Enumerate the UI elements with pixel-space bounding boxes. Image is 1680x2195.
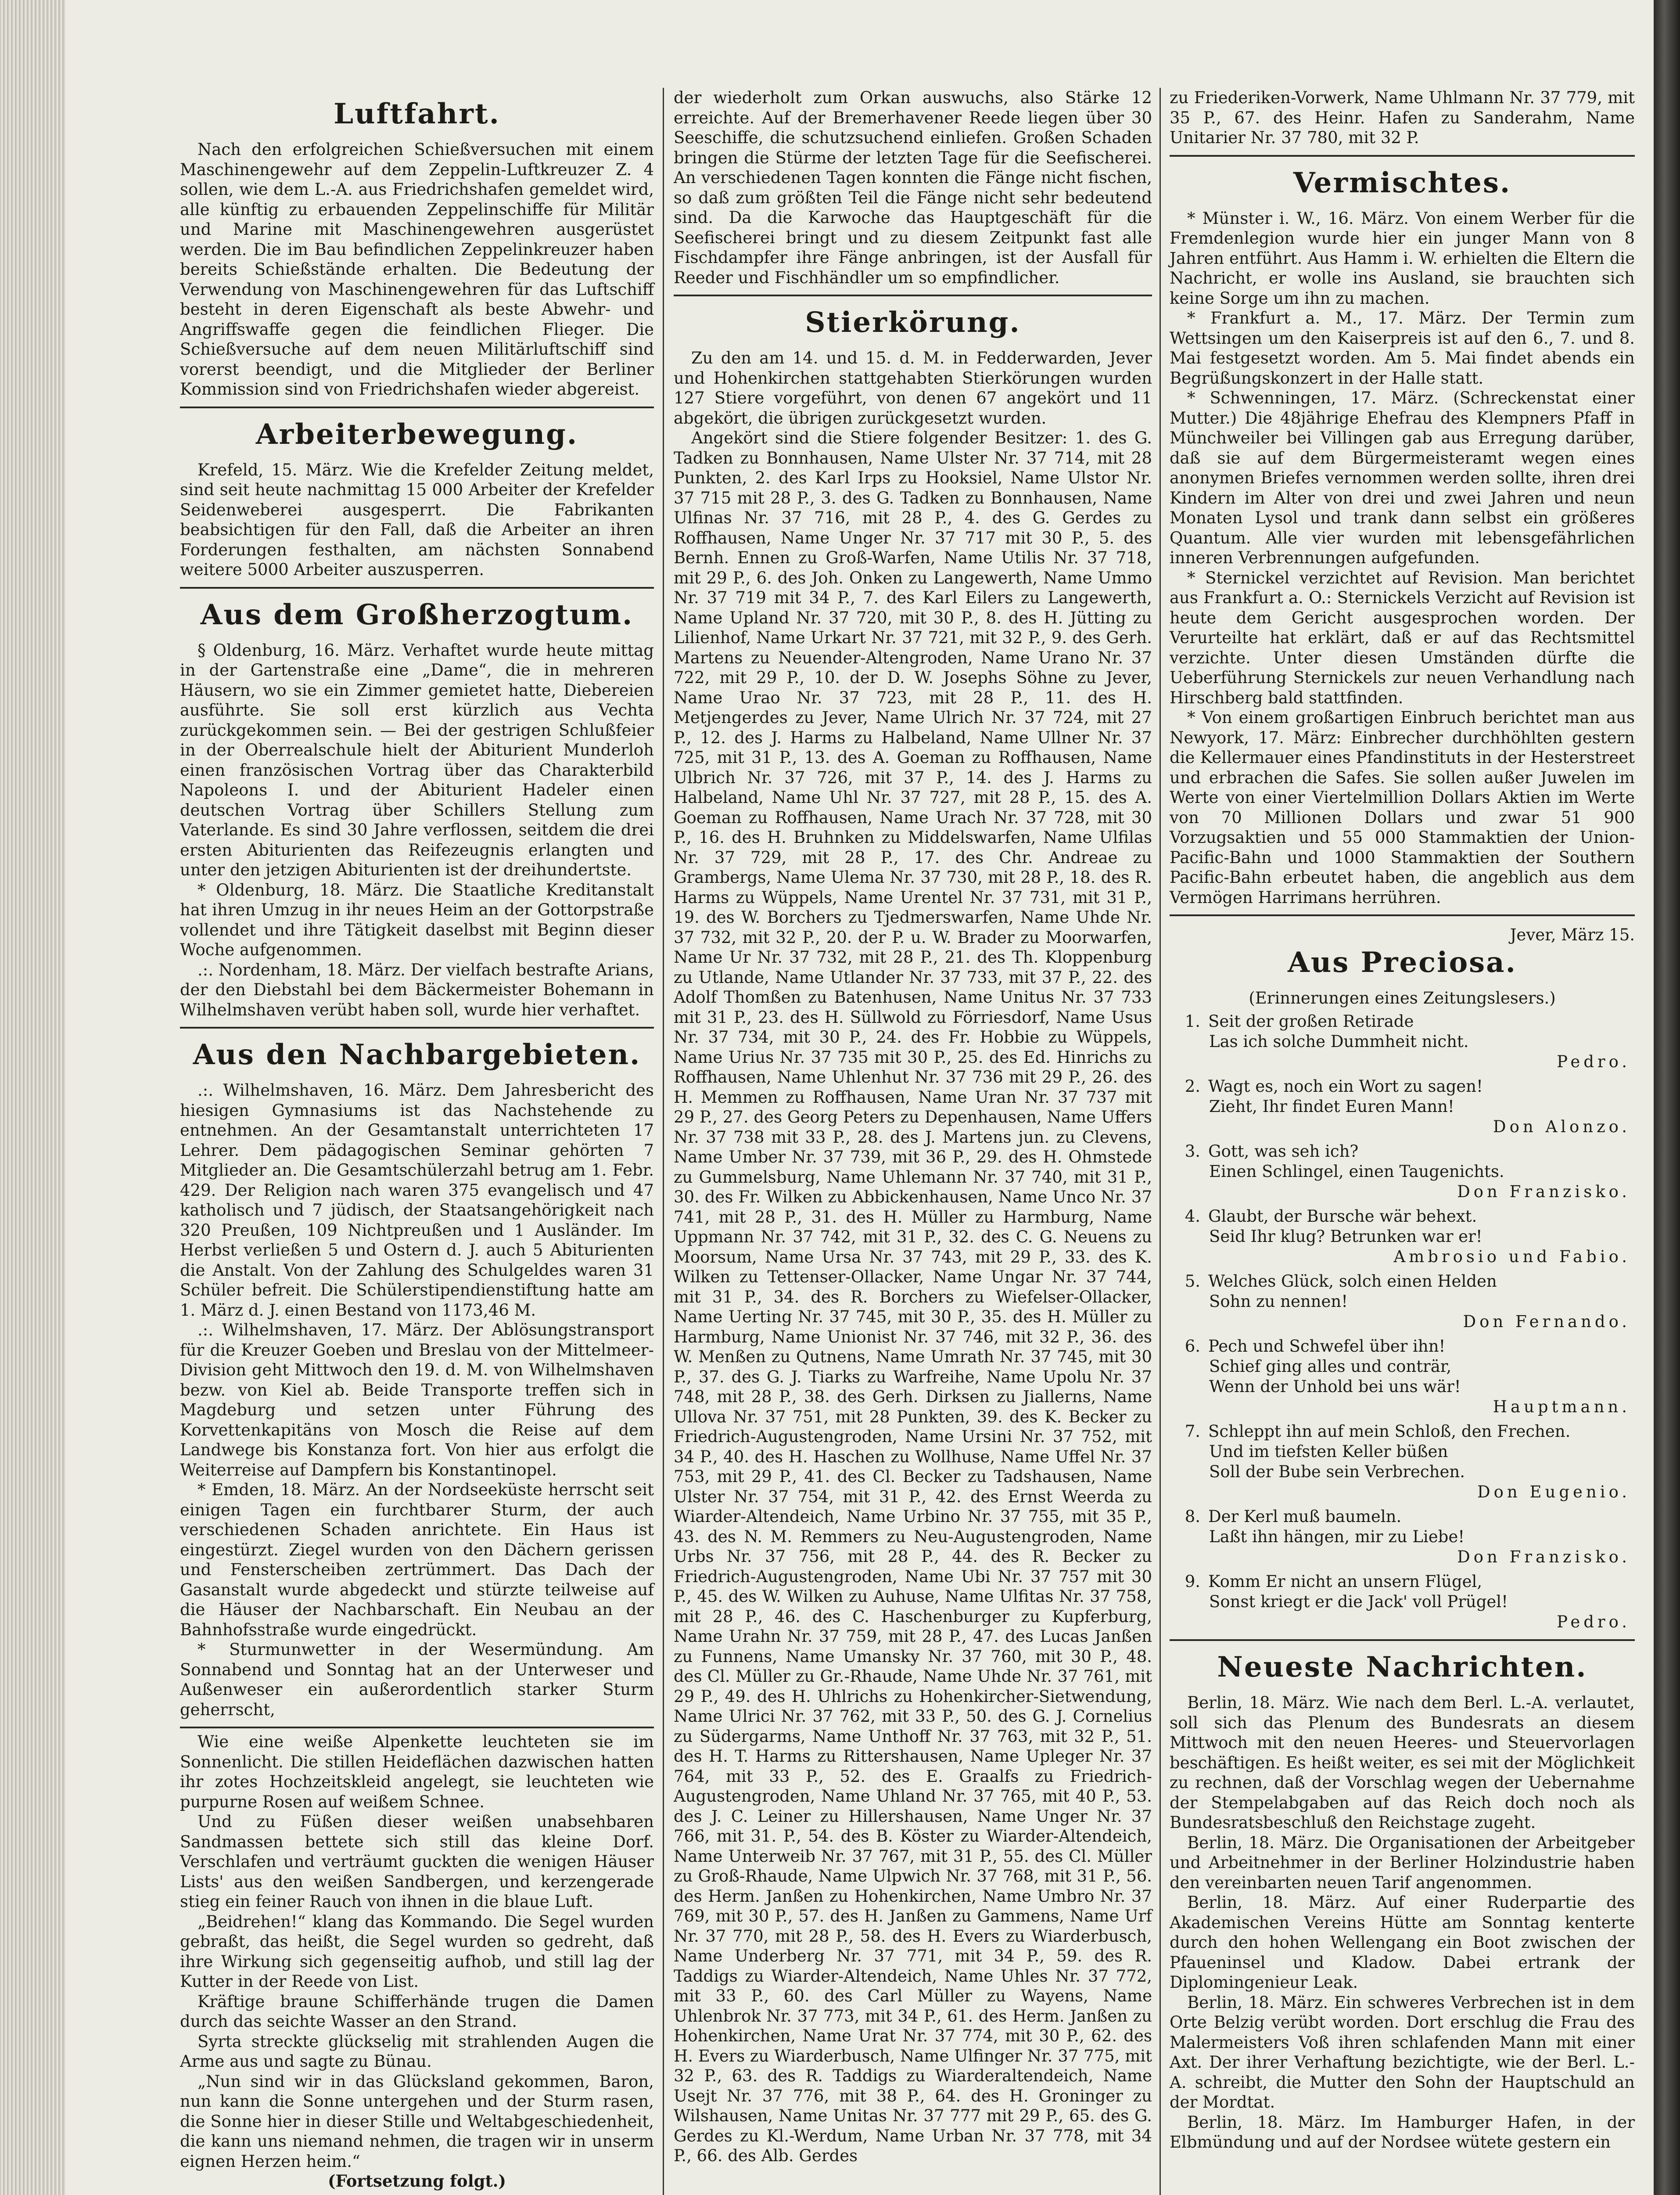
article-stierkoerung-intro: Zu den am 14. und 15. d. M. in Fedderwarden, Jever und Hohenkirchen stattgehabten Stierkörungen wurden 127 Stiere vorgeführt, von denen 67 angekört und 11 abgekört, die übrigen zurückgesetzt wurden. xyxy=(674,349,1152,428)
poem-speaker: Don Franzisko. xyxy=(1457,1547,1630,1566)
poem-stanza xyxy=(1170,1206,1635,1267)
poem-first-line xyxy=(1170,1507,1635,1527)
poem-number: 9. xyxy=(1185,1572,1200,1591)
article-krefeld: Krefeld, 15. März. Wie die Krefelder Zeitung meldet, sind seit heute nachmittag 15 000 Arbeiter der Krefelder Seidenweberei ausgesperrt. Die Fabrikanten beabsichtigen für den Fall, daß die Arbeiter an ihren Forderungen festhalten, am nächsten Sonnabend weitere 5000 Arbeiter auszusperren. xyxy=(180,460,654,579)
poem-speaker: Don Franzisko. xyxy=(1457,1182,1630,1201)
section-heading-nachbargebiete: Aus den Nachbargebieten. xyxy=(193,1038,641,1071)
poem-line: Seit der großen Retirade xyxy=(1208,1012,1414,1031)
divider xyxy=(180,407,654,408)
poem-line: Schief ging alles und conträr, xyxy=(1209,1357,1452,1376)
column-1 xyxy=(180,88,654,2191)
poem-line: Soll der Bube sein Verbrechen. xyxy=(1209,1462,1465,1481)
divider xyxy=(1170,1639,1635,1641)
section-heading-luftfahrt: Luftfahrt. xyxy=(334,97,500,130)
article-einbruch-newyork: * Von einem großartigen Einbruch berichtet man aus Newyork, 17. März: Einbrecher durchhöhlten gestern die Kellermauer eines Pfandinstituts in der Hesterstreet und erbrachen die Safes. Sie sollen außer Juwelen im Werte von einer Viertelmillion Dollars Aktien im Werte von 70 Millionen Dollars und zwar 51 900 Vorzugsaktien und 55 000 Stammaktien der Union-Pacific-Bahn und 1000 Stammaktien der Southern Pacific-Bahn erbeutet haben, die angeblich aus dem Vermögen Harrimans herrühren. xyxy=(1170,708,1635,907)
poem-number: 6. xyxy=(1185,1337,1200,1356)
feuilleton-paragraph: Syrta streckte glückselig mit strahlenden Augen die Arme aus und sagte zu Bünau. xyxy=(180,2032,654,2071)
poem-speaker: Pedro. xyxy=(1557,1612,1630,1631)
poem-line: Gott, was seh ich? xyxy=(1208,1142,1359,1161)
divider xyxy=(180,1027,654,1029)
divider xyxy=(1170,155,1635,157)
article-emden: * Emden, 18. März. An der Nordseeküste herrscht seit einigen Tagen ein furchtbarer Sturm, der auch verschiedenen Schaden anrichtete. Ein Haus ist eingestürzt. Ziegel wurden von den Dächern gerissen und Fensterscheiben zertrümmert. Das Dach der Gasanstalt wurde abgedeckt und stürzte teilweise auf die Häuser der Nachbarschaft. Ein Neubau an der Bahnhofsstraße wurde eingedrückt. xyxy=(180,1480,654,1639)
divider xyxy=(674,295,1152,296)
feuilleton-paragraph: „Beidrehen!“ klang das Kommando. Die Segel wurden gebraßt, das heißt, die Segel wurden so gedreht, daß ihre Wirkung sich gegenseitig aufhob, und still lag der Kutter in der Reede von List. xyxy=(180,1912,654,1991)
poem-line: Einen Schlingel, einen Taugenichts. xyxy=(1209,1162,1504,1181)
poem-first-line xyxy=(1170,1076,1635,1097)
poem-first-line xyxy=(1170,1336,1635,1357)
poem-stanza xyxy=(1170,1076,1635,1137)
article-luftfahrt: Nach den erfolgreichen Schießversuchen mit einem Maschinengewehr auf dem Zeppelin-Luftkreuzer Z. 4 sollen, wie dem L.-A. aus Friedrichshafen gemeldet wird, alle künftig zu erbauenden Zeppelinschiffe für Militär und Marine mit Maschinengewehren ausgerüstet werden. Die im Bau befindlichen Zeppelinkreuzer haben bereits Schießstände erhalten. Die Bedeutung der Verwendung von Maschinengewehren für das Luftschiff besteht in deren Eigenschaft als beste Abwehr- und Angriffswaffe gegen die feindlichen Flieger. Die Schießversuche auf dem neuen Militärluftschiff sind vorerst beendigt, und die Mitglieder der Berliner Kommission sind von Friedrichshafen wieder abgereist. xyxy=(180,140,654,399)
poem-first-line xyxy=(1170,1572,1635,1592)
poem-number: 5. xyxy=(1185,1272,1200,1291)
poem-first-line xyxy=(1170,1421,1635,1442)
column-2 xyxy=(674,88,1152,2166)
poem-line: Komm Er nicht an unsern Flügel, xyxy=(1208,1572,1483,1591)
poem-stanza xyxy=(1170,1507,1635,1567)
divider xyxy=(180,587,654,589)
section-heading-preciosa: Aus Preciosa. xyxy=(1288,946,1517,979)
poem-number: 2. xyxy=(1185,1077,1200,1096)
news-berlin-holzindustrie: Berlin, 18. März. Die Organisationen der Arbeitgeber und Arbeitnehmer in der Berliner Holzindustrie haben den vereinbarten neuen Tarif angenommen. xyxy=(1170,1833,1635,1892)
poem-line: Sohn zu nennen! xyxy=(1209,1292,1348,1311)
poem-line: Und im tiefsten Keller büßen xyxy=(1209,1442,1448,1461)
article-sternickel: * Sternickel verzichtet auf Revision. Man berichtet aus Frankfurt a. O.: Sternickels Verzicht auf Revision ist heute dem Gericht ausgesprochen worden. Der Verurteilte hat erklärt, daß er auf das Rechtsmittel verzichte. Unter diesen Umständen dürfte die Ueberführung Sternickels zur neuen Verhandlung nach Hirschberg bald stattfinden. xyxy=(1170,568,1635,707)
poem-stanza xyxy=(1170,1271,1635,1332)
poem-line: Der Kerl muß baumeln. xyxy=(1208,1507,1402,1526)
poem-speaker: Pedro. xyxy=(1557,1052,1630,1071)
poem-line: Pech und Schwefel über ihn! xyxy=(1208,1337,1446,1356)
continuation-note: (Fortsetzung folgt.) xyxy=(327,2171,506,2191)
section-heading-grossherzogtum: Aus dem Großherzogtum. xyxy=(200,598,634,631)
feuilleton-paragraph: „Nun sind wir in das Glücksland gekommen, Baron, nun kann die Sonne untergehen und der Sturm rasen, die Sonne hier in dieser Stille und Weltabgeschiedenheit, die kann uns niemand nehmen, die tragen wir in unserm eignen Herzen heim.“ xyxy=(180,2072,654,2171)
poem-line: Wagt es, noch ein Wort zu sagen! xyxy=(1208,1077,1483,1096)
poem-line: Wenn der Unhold bei uns wär! xyxy=(1209,1377,1461,1396)
column-3 xyxy=(1170,88,1635,2152)
poem-stanza xyxy=(1170,1572,1635,1632)
article-sturm-continued: der wiederholt zum Orkan auswuchs, also Stärke 12 erreichte. Auf der Bremerhavener Reede liegen über 30 Seeschiffe, die schutzsuchend einliefen. Großen Schaden bringen die Stürme der letzten Tage für die Seefischerei. An verschiedenen Tagen konnten die Fänge nicht fischen, so daß zum größten Teil die Fänge nicht sehr bedeutend sind. Da die Karwoche das Hauptgeschäft für die Seefischerei bringt und zu diesem Zeitpunkt fast alle Fischdampfer ihre Fänge anbringen, ist der Ausfall für Reeder und Fischhändler um so empfindlicher. xyxy=(674,88,1152,287)
section-heading-arbeiterbewegung: Arbeiterbewegung. xyxy=(255,417,578,451)
poem-speaker: Don Eugenio. xyxy=(1477,1483,1630,1501)
poem-first-line xyxy=(1170,1206,1635,1227)
feuilleton-paragraph: Wie eine weiße Alpenkette leuchteten sie im Sonnenlicht. Die stillen Heideflächen dazwischen hatten ihr zotes Hochzeitskleid angelegt, sie leuchteten wie purpurne Rosen auf weißem Schnee. xyxy=(180,1732,654,1811)
poem-speaker: Don Alonzo. xyxy=(1493,1117,1630,1136)
article-oldenburg-16: § Oldenburg, 16. März. Verhaftet wurde heute mittag in der Gartenstraße eine „Dame“, die in mehreren Häusern, wo sie ein Zimmer gemietet hatte, Diebereien ausführte. Sie soll erst kürzlich aus Vechta zurückgekommen sein. — Bei der gestrigen Schlußfeier in der Oberrealschule hielt der Abiturient Munderloh einen französischen Vortrag über das Charakterbild Napoleons I. und der Abiturient Hadeler einen deutschen Vortrag über Schillers Stellung zum Vaterlande. Es sind 30 Jahre verflossen, seitdem die drei ersten Abiturienten das Reifezeugnis erlangten und unter den jetzigen Abiturienten ist der dreihundertste. xyxy=(180,641,654,879)
dateline: Jever, März 15. xyxy=(1510,925,1635,944)
poem-number: 4. xyxy=(1185,1207,1200,1226)
column-rule xyxy=(663,88,664,2195)
poem-line: Glaubt, der Bursche wär behext. xyxy=(1208,1207,1477,1226)
article-stierkoerung-list: Angekört sind die Stiere folgender Besitzer: 1. des G. Tadken zu Bonnhausen, Name Ulster Nr. 37 714, mit 28 Punkten, 2. des Karl Irps zu Hooksiel, Name Ulstor Nr. 37 715 mit 28 P., 3. des G. Tadken zu Bonnhausen, Name Ulfinas Nr. 37 716, mit 28 P., 4. des G. Gerdes zu Roffhausen, Name Unger Nr. 37 717 mit 30 P., 5. des Bernh. Ennen zu Groß-Warfen, Name Utilis Nr. 37 718, mit 29 P., 6. des Joh. Onken zu Langewerth, Name Ummo Nr. 37 719 mit 34 P., 7. des Karl Eilers zu Langewerth, Name Upland Nr. 37 720, mit 30 P., 8. des H. Jütting zu Lilienhof, Name Urkart Nr. 37 721, mit 32 P., 9. des Gerh. Martens zu Neuender-Altengroden, Name Urano Nr. 37 722, mit 29 P., 10. der D. W. Josephs Söhne zu Jever, Name Urao Nr. 37 723, mit 28 P., 11. des H. Metjengerdes zu Jever, Name Ulrich Nr. 37 724, mit 27 P., 12. des J. Harms zu Halbeland, Name Ullner Nr. 37 725, mit 31 P., 13. des A. Goeman zu Roffhausen, Name Ulbrich Nr. 37 726, mit 37 P., 14. des J. Harms zu Halbeland, Name Uhl Nr. 37 727, mit 28 P., 15. des A. Goeman zu Roffhausen, Name Urach Nr. 37 728, mit 30 P., 16. des H. Bruhnken zu Middelswarfen, Name Ulfilas Nr. 37 729, mit 28 P., 17. des Chr. Andreae zu Grambergs, Name Ulema Nr. 37 730, mit 28 P., 18. des R. Harms zu Wüppels, Name Urentel Nr. 37 731, mit 31 P., 19. des W. Borchers zu Tjedmerswarfen, Name Uhde Nr. 37 732, mit 32 P., 20. der P. u. W. Brader zu Moorwarfen, Name Ur Nr. 37 732, mit 28 P., 21. des Th. Kloppenburg zu Utlande, Name Utlander Nr. 37 733, mit 37 P., 22. des Adolf Thomßen zu Batenhusen, Name Unitus Nr. 37 733 mit 31 P., 23. des H. Süllwold zu Förriesdorf, Name Usus Nr. 37 734, mit 30 P., 24. des Fr. Hobbie zu Wüppels, Name Urius Nr. 37 735 mit 30 P., 25. des Ed. Hinrichs zu Roffhausen, Name Uhlenhut Nr. 37 736 mit 29 P., 26. des H. Memmen zu Roffhausen, Name Uran Nr. 37 737 mit 29 P., 27. des Georg Peters zu Depenhausen, Name Uffers Nr. 37 738 mit 33 P., 28. des J. Martens jun. zu Clevens, Name Umber Nr. 37 739, mit 36 P., 29. des H. Ohmstede zu Gummelsburg, Name Uhlemann Nr. 37 740, mit 31 P., 30. des Fr. Wilken zu Abbickenhausen, Name Unco Nr. 37 741, mit 28 P., 31. des H. Müller zu Harmburg, Name Uppmann Nr. 37 742, mit 31 P., 32. des C. G. Neuens zu Moorsum, Name Ursa Nr. 37 743, mit 29 P., 33. des K. Wilken zu Tettenser-Ollacker, Name Ungar Nr. 37 744, mit 31 P., 34. des R. Borchers zu Wiefelser-Ollacker, Name Uerting Nr. 37 745, mit 30 P., 35. des H. Müller zu Harmburg, Name Unionist Nr. 37 746, mit 32 P., 36. des W. Menßen zu Qutnens, Name Umrath Nr. 37 745, mit 30 P., 37. des G. J. Tiarks zu Warfreihe, Name Upolu Nr. 37 748, mit 28 P., 38. des Gerh. Dirksen zu Jiallerns, Name Ullova Nr. 37 751, mit 28 Punkten, 39. des K. Becker zu Friedrich-Augustengroden, Name Ursini Nr. 37 752, mit 34 P., 40. des H. Haschen zu Wollhuse, Name Uffel Nr. 37 753, mit 29 P., 41. des Cl. Becker zu Tadshausen, Name Ulster Nr. 37 754, mit 31 P., 42. des Ernst Weerda zu Wiarder-Altendeich, Name Urbino Nr. 37 755, mit 35 P., 43. des N. M. Remmers zu Neu-Augustengroden, Name Urbs Nr. 37 756, mit 28 P., 44. des R. Becker zu Friedrich-Augustengroden, Name Ubi Nr. 37 757 mit 30 P., 45. des W. Wilken zu Auhuse, Name Ulfitas Nr. 37 758, mit 28 P., 46. des C. Haschenburger zu Kupferburg, Name Urahn Nr. 37 759, mit 28 P., 47. des Lucas Janßen zu Funnens, Name Umansky Nr. 37 760, mit 30 P., 48. des Cl. Müller zu Gr.-Rhaude, Name Uhde Nr. 37 761, mit 29 P., 49. des H. Uhlrichs zu Hohenkircher-Sietwendung, Name Ulrici Nr. 37 762, mit 33 P., 50. des G. J. Cornelius zu Südergarms, Name Unthoff Nr. 37 763, mit 32 P., 51. des H. T. Harms zu Rittershausen, Name Upleger Nr. 37 764, mit 33 P., 52. des E. Graalfs zu Friedrich-Augustengroden, Name Uhland Nr. 37 765, mit 40 P., 53. des J. C. Leiner zu Hillershausen, Name Unger Nr. 37 766, mit 31. P., 54. des B. Köster zu Wiarder-Altendeich, Name Unterweib Nr. 37 767, mit 31 P., 55. des Cl. Müller zu Groß-Rhaude, Name Ulpwich Nr. 37 768, mit 31 P., 56. des Herm. Janßen zu Hohenkirchen, Name Umbro Nr. 37 769, mit 30 P., 57. des H. Janßen zu Gammens, Name Urf Nr. 37 770, mit 28 P., 58. des H. Evers zu Wiarderbusch, Name Underberg Nr. 37 771, mit 34 P., 59. des R. Taddigs zu Wiarder-Altendeich, Name Uhles Nr. 37 772, mit 33 P., 60. des Carl Müller zu Wayens, Name Uhlenbrok Nr. 37 773, mit 34 P., 61. des Herm. Janßen zu Hohenkirchen, Name Urat Nr. 37 774, mit 30 P., 62. des H. Evers zu Wiarderbusch, Name Ulfinger Nr. 37 775, mit 32 P., 63. des R. Taddigs zu Wiarderaltendeich, Name Usejt Nr. 37 776, mit 38 P., 64. des H. Groninger zu Wilshausen, Name Unitas Nr. 37 777 mit 29 P., 65. des G. Gerdes zu Kl.-Werdum, Name Urban Nr. 37 778, mit 34 P., 66. des Alb. Gerdes xyxy=(674,428,1152,2165)
section-heading-vermischtes: Vermischtes. xyxy=(1293,166,1511,199)
poem-first-line xyxy=(1170,1271,1635,1292)
section-heading-stierkoerung: Stierkörung. xyxy=(805,306,1021,339)
poem-stanza xyxy=(1170,1336,1635,1417)
poem-line: Zieht, Ihr findet Euren Mann! xyxy=(1209,1097,1454,1116)
article-sturm-weser: * Sturmunwetter in der Wesermündung. Am Sonnabend und Sonntag hat an der Unterweser und Außenweser ein außerordentlich starker Sturm geherrscht, xyxy=(180,1640,654,1719)
book-spine-shadow xyxy=(1654,0,1680,2195)
poem-line: Welches Glück, solch einen Helden xyxy=(1208,1272,1497,1291)
poem-line: Sonst kriegt er die Jack' voll Prügel! xyxy=(1209,1592,1508,1611)
divider xyxy=(180,1727,654,1728)
poem-number: 7. xyxy=(1185,1422,1200,1441)
poem-line: Seid Ihr klug? Betrunken war er! xyxy=(1209,1227,1483,1246)
poem-number: 1. xyxy=(1185,1012,1200,1031)
poem-stanza xyxy=(1170,1011,1635,1072)
poem-stanza xyxy=(1170,1141,1635,1202)
poem-speaker: Don Fernando. xyxy=(1463,1312,1630,1331)
poem-line: Schleppt ihn auf mein Schloß, den Frechen. xyxy=(1208,1422,1571,1441)
article-schwenningen: * Schwenningen, 17. März. (Schreckenstat einer Mutter.) Die 48jährige Ehefrau des Klempners Pfaff in Münchweiler bei Villingen gab aus Erregung darüber, daß sie auf dem Bürgermeisteramt wegen eines anonymen Briefes vernommen werden sollte, ihren drei Kindern im Alter von drei und zwei Jahren und neun Monaten Lysol und trank dann selbst ein größeres Quantum. Alle vier wurden mit lebensgefährlichen inneren Verbrennungen aufgefunden. xyxy=(1170,389,1635,567)
article-wilhelmshaven-17: .:. Wilhelmshaven, 17. März. Der Ablösungstransport für die Kreuzer Goeben und Breslau von der Mittelmeer-Division geht Mittwoch den 19. d. M. von Wilhelmshaven bezw. von Kiel ab. Beide Transporte treffen sich in Magdeburg und setzen unter Führung des Korvettenkapitäns von Mosch die Reise auf dem Landwege bis Konstanza fort. Von hier aus erfolgt die Weiterreise auf Dampfern bis Konstantinopel. xyxy=(180,1321,654,1479)
poem-line: Las ich solche Dummheit nicht. xyxy=(1209,1032,1469,1051)
poem-first-line xyxy=(1170,1011,1635,1032)
article-oldenburg-18: * Oldenburg, 18. März. Die Staatliche Kreditanstalt hat ihren Umzug in ihr neues Heim an der Gottorpstraße vollendet und ihre Tätigkeit daselbst mit Beginn dieser Woche aufgenommen. xyxy=(180,880,654,959)
poem-speaker: Hauptmann. xyxy=(1493,1397,1630,1416)
article-nordenham: .:. Nordenham, 18. März. Der vielfach bestrafte Arians, der den Diebstahl bei dem Bäckermeister Bohemann in Wilhelmshaven verübt haben soll, wurde hier verhaftet. xyxy=(180,960,654,1019)
poem-number: 8. xyxy=(1185,1507,1200,1526)
feuilleton-paragraph: Und zu Füßen dieser weißen unabsehbaren Sandmassen bettete sich still das kleine Dorf. Verschlafen und verträumt guckten die wenigen Häuser Lists' aus den weißen Sandbergen, und kerzengerade stieg ein feiner Rauch von ihnen in die blaue Luft. xyxy=(180,1812,654,1911)
poem-line: Laßt ihn hängen, mir zu Liebe! xyxy=(1209,1527,1465,1546)
article-wilhelmshaven-16: .:. Wilhelmshaven, 16. März. Dem Jahresbericht des hiesigen Gymnasiums ist das Nachstehende zu entnehmen. An der Gesamtanstalt unterrichteten 17 Lehrer. Dem pädagogischen Seminar gehörten 7 Mitglieder an. Die Gesamtschülerzahl betrug am 1. Febr. 429. Der Religion nach waren 375 evangelisch und 47 katholisch und 7 jüdisch, der Staatsangehörigkeit nach 320 Preußen, 109 Nichtpreußen und 1 Ausländer. Im Herbst verließen 5 und Ostern d. J. auch 5 Abiturienten die Anstalt. Von der Zahlung des Schulgeldes waren 31 Schüler befreit. Die Schülerstipendienstiftung hatte am 1. März d. J. einen Bestand von 1173,46 M. xyxy=(180,1081,654,1320)
column-rule xyxy=(1159,88,1161,2195)
divider xyxy=(1170,914,1635,916)
preciosa-subtitle: (Erinnerungen eines Zeitungslesers.) xyxy=(1249,988,1556,1008)
article-muenster: * Münster i. W., 16. März. Von einem Werber für die Fremdenlegion wurde hier ein junger Mann von 8 Jahren entführt. Aus Hamm i. W. erhielten die Eltern die Nachricht, er wolle ins Ausland, sie brauchten sich keine Sorge um ihn zu machen. xyxy=(1170,209,1635,308)
news-berlin-bundesrat: Berlin, 18. März. Wie nach dem Berl. L.-A. verlautet, soll sich das Plenum des Bundesrats an diesem Mittwoch mit den neuen Heeres- und Steuervorlagen beschäftigen. Es heißt weiter, es sei mit der Möglichkeit zu rechnen, daß der Vorschlag wegen der Uebernahme der Stempelabgaben auf das Reich doch noch als Bundesratsbeschluß den Reichstage zugeht. xyxy=(1170,1693,1635,1832)
poem-speaker: Ambrosio und Fabio. xyxy=(1393,1247,1630,1266)
poem-stanza xyxy=(1170,1421,1635,1502)
article-stierkoerung-end: zu Friederiken-Vorwerk, Name Uhlmann Nr. 37 779, mit 35 P., 67. des Heinr. Hafen zu Sanderahm, Name Unitarier Nr. 37 780, mit 32 P. xyxy=(1170,88,1635,147)
news-berlin-hamburg: Berlin, 18. März. Im Hamburger Hafen, in der Elbmündung und auf der Nordsee wütete gestern ein xyxy=(1170,2112,1635,2152)
book-page-edges xyxy=(0,0,66,2195)
news-berlin-verbrechen: Berlin, 18. März. Ein schweres Verbrechen ist in dem Orte Belzig verübt worden. Dort erschlug die Frau des Malermeisters Voß ihren schlafenden Mann mit einer Axt. Der ihrer Verhaftung bezichtigte, wie der Berl. L.-A. schreibt, die Mutter den Sohn der Hauptschuld an der Mordtat. xyxy=(1170,1993,1635,2112)
feuilleton-paragraph: Kräftige braune Schifferhände trugen die Damen durch das seichte Wasser an den Strand. xyxy=(180,1992,654,2031)
poem xyxy=(1170,1011,1635,1632)
section-heading-neueste-nachrichten: Neueste Nachrichten. xyxy=(1217,1651,1587,1684)
poem-first-line xyxy=(1170,1141,1635,1162)
article-frankfurt: * Frankfurt a. M., 17. März. Der Termin zum Wettsingen um den Kaiserpreis ist auf den 6., 7. und 8. Mai festgesetzt worden. Am 5. Mai findet abends ein Begrüßungskonzert in der Halle statt. xyxy=(1170,309,1635,388)
poem-number: 3. xyxy=(1185,1142,1200,1161)
news-berlin-ruderpartie: Berlin, 18. März. Auf einer Ruderpartie des Akademischen Vereins Hütte am Sonntag kenterte durch den hohen Wellengang ein Boot zwischen der Pfaueninsel und Kladow. Dabei ertrank der Diplomingenieur Leak. xyxy=(1170,1893,1635,1992)
